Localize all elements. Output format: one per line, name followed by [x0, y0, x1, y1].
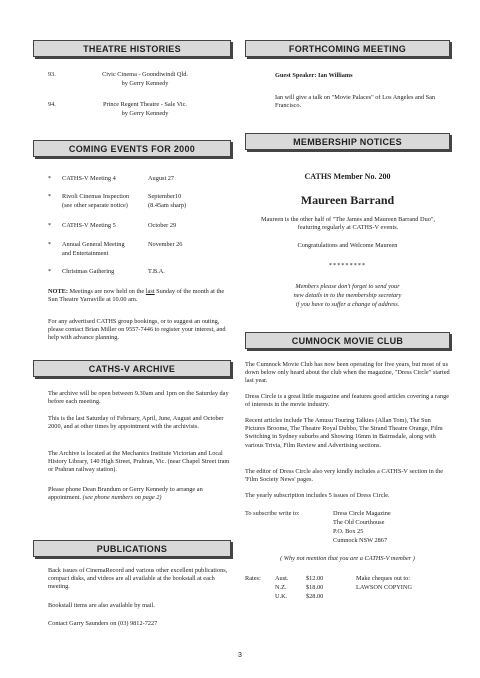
address-line: The Old Courthouse: [333, 519, 385, 526]
address-line: P.O. Box 25: [333, 528, 364, 535]
speaker-description: Ian will give a talk on "Movie Palaces" of Los Angeles and San Francisco.: [275, 94, 436, 110]
cumnock-heading: CUMNOCK MOVIE CLUB: [245, 332, 450, 349]
history-item-title: Prince Regent Theatre - Sale Vic.: [102, 101, 188, 108]
event-bullet: *: [48, 193, 52, 200]
event-bullet: *: [48, 241, 52, 248]
event-date: T.B.A.: [148, 268, 165, 275]
event-date: November 26: [148, 241, 183, 248]
event-bullet: *: [48, 268, 52, 275]
member-description: Maureen is the other half of "The James and Maureen Barrand Duo", featuring regularly at CATHS-V events.: [260, 216, 436, 232]
cumnock-editor: The editor of Dress Circle also very kindly includes a CATHS-V section in the 'Film Society News' pages.: [245, 468, 444, 484]
address-line: Dress Circle Magazine: [333, 510, 391, 517]
cumnock-subscription: The yearly subscription includes 5 issues of Dress Circle.: [245, 492, 390, 499]
event-bullet: *: [48, 222, 52, 229]
archive-appointment: Please phone Dean Brandum or Gerry Kennedy to arrange an appointment. (see phone numbers on page 2): [48, 486, 203, 502]
member-number: CATHS Member No. 200: [304, 172, 391, 181]
archive-location: The Archive is located at the Mechanics Institute Victorian and Local History Library, 140 High Street, Prahran, Vic. (near Chapel Street tram or Prahran railway station).: [48, 450, 230, 474]
publications-contact: Contact Garry Saunders on (03) 9812-7227: [48, 620, 158, 627]
rate-price: $12.00: [306, 575, 324, 582]
cheques-payee: LAWSON COPYING: [356, 584, 412, 591]
event-name: CATHS-V Meeting 5: [62, 222, 116, 229]
cumnock-intro: The Cumnock Movie Club has now been operating for five years, but most of us down below only heard about the club when the magazine, "Dress Circle" started last year.: [245, 361, 450, 385]
cumnock-magazine: Dress Circle is a great little magazine and features good articles covering a range of interests in the movie industry.: [245, 393, 450, 409]
event-name-note: and Entertainment: [62, 250, 109, 257]
publications-heading: PUBLICATIONS: [33, 540, 231, 557]
event-date: August 27: [148, 175, 175, 182]
history-item-num: 94.: [48, 101, 56, 108]
event-name-note: (see other separate notice): [62, 202, 128, 209]
archive-heading: CATHS-V ARCHIVE: [33, 360, 231, 377]
history-item-title: Civic Cinema - Goondiwindi Qld.: [102, 71, 188, 78]
rate-region: N.Z.: [275, 584, 287, 591]
membership-reminder-1: Members please don't forget to send your: [295, 283, 400, 290]
theatre-histories-heading: THEATRE HISTORIES: [33, 40, 231, 57]
membership-reminder-2: new details in to the membership secretary: [293, 292, 402, 299]
event-date: September10: [148, 193, 182, 200]
page-number: 3: [238, 652, 242, 659]
mention-note: ( Why not mention that you are a CATHS-V member ): [280, 555, 415, 562]
archive-hours: The archive will be open between 9.30am and 1pm on the Saturday day before each meeting.: [48, 390, 229, 406]
rates-label: Rates:: [245, 575, 261, 582]
history-item-num: 93.: [48, 71, 56, 78]
rate-region: U.K.: [275, 593, 288, 600]
event-date-note: (8.45am sharp): [148, 202, 187, 209]
member-name: Maureen Barrand: [300, 193, 395, 207]
history-item-author: by Gerry Kennedy: [121, 110, 169, 117]
subscribe-label: To subscribe write to:: [245, 510, 300, 517]
publications-back-issues: Back issues of CinemaRecord and various other excellent publications, compact disks, and videos are all available at the bookstall at each meeting.: [48, 567, 228, 591]
event-bullet: *: [48, 175, 52, 182]
guest-speaker: Guest Speaker: Ian Williams: [275, 72, 353, 79]
separator-stars: *********: [328, 262, 367, 269]
cumnock-articles: Recent articles include The Amusu Touring Talkies (Allan Tom), The Sun Pictures Broome, The Theatre Royal Dubbo, The Strand Theatre Orange, Film Switching in Sydney suburbs and Showing 16mm in Bairnsdale, along with various Trivia, Film Review and Advertising sections.: [245, 417, 443, 449]
archive-dates: This is the last Saturday of February, April, June, August and October 2000, and at other times by appointment with the archivists.: [48, 415, 224, 431]
bookings-text: For any advertised CATHS group bookings, or to suggest an outing, please contact Brian Miller on 9557-7446 to register your interest, and help with advance planning.: [48, 318, 226, 342]
member-congrats: Congratulations and Welcome Maureen: [297, 242, 398, 249]
event-name: CATHS-V Meeting 4: [62, 175, 116, 182]
history-item-author: by Gerry Kennedy: [121, 80, 169, 87]
cheques-label: Make cheques out to:: [356, 575, 411, 582]
membership-notices-heading: MEMBERSHIP NOTICES: [245, 133, 450, 150]
event-name: Annual General Meeting: [62, 241, 125, 248]
event-name: Christmas Gathering: [62, 268, 115, 275]
publications-mail: Bookstall items are also available by mail.: [48, 602, 155, 609]
meeting-note: NOTE: Meetings are now held on the last Sunday of the month at the Sun Theatre Yarraville at 10.00 am.: [48, 288, 225, 304]
rate-price: $18.00: [306, 584, 324, 591]
rate-price: $28.00: [306, 593, 324, 600]
forthcoming-meeting-heading: FORTHCOMING MEETING: [245, 40, 450, 57]
coming-events-heading: COMING EVENTS FOR 2000: [33, 140, 231, 157]
event-name: Rivoli Cinemas Inspection: [62, 193, 130, 200]
membership-reminder-3: if you have to suffer a change of address.: [295, 301, 400, 308]
event-date: October 29: [148, 222, 177, 229]
rate-region: Aust.: [275, 575, 289, 582]
address-line: Cumnock NSW 2867: [333, 537, 388, 544]
